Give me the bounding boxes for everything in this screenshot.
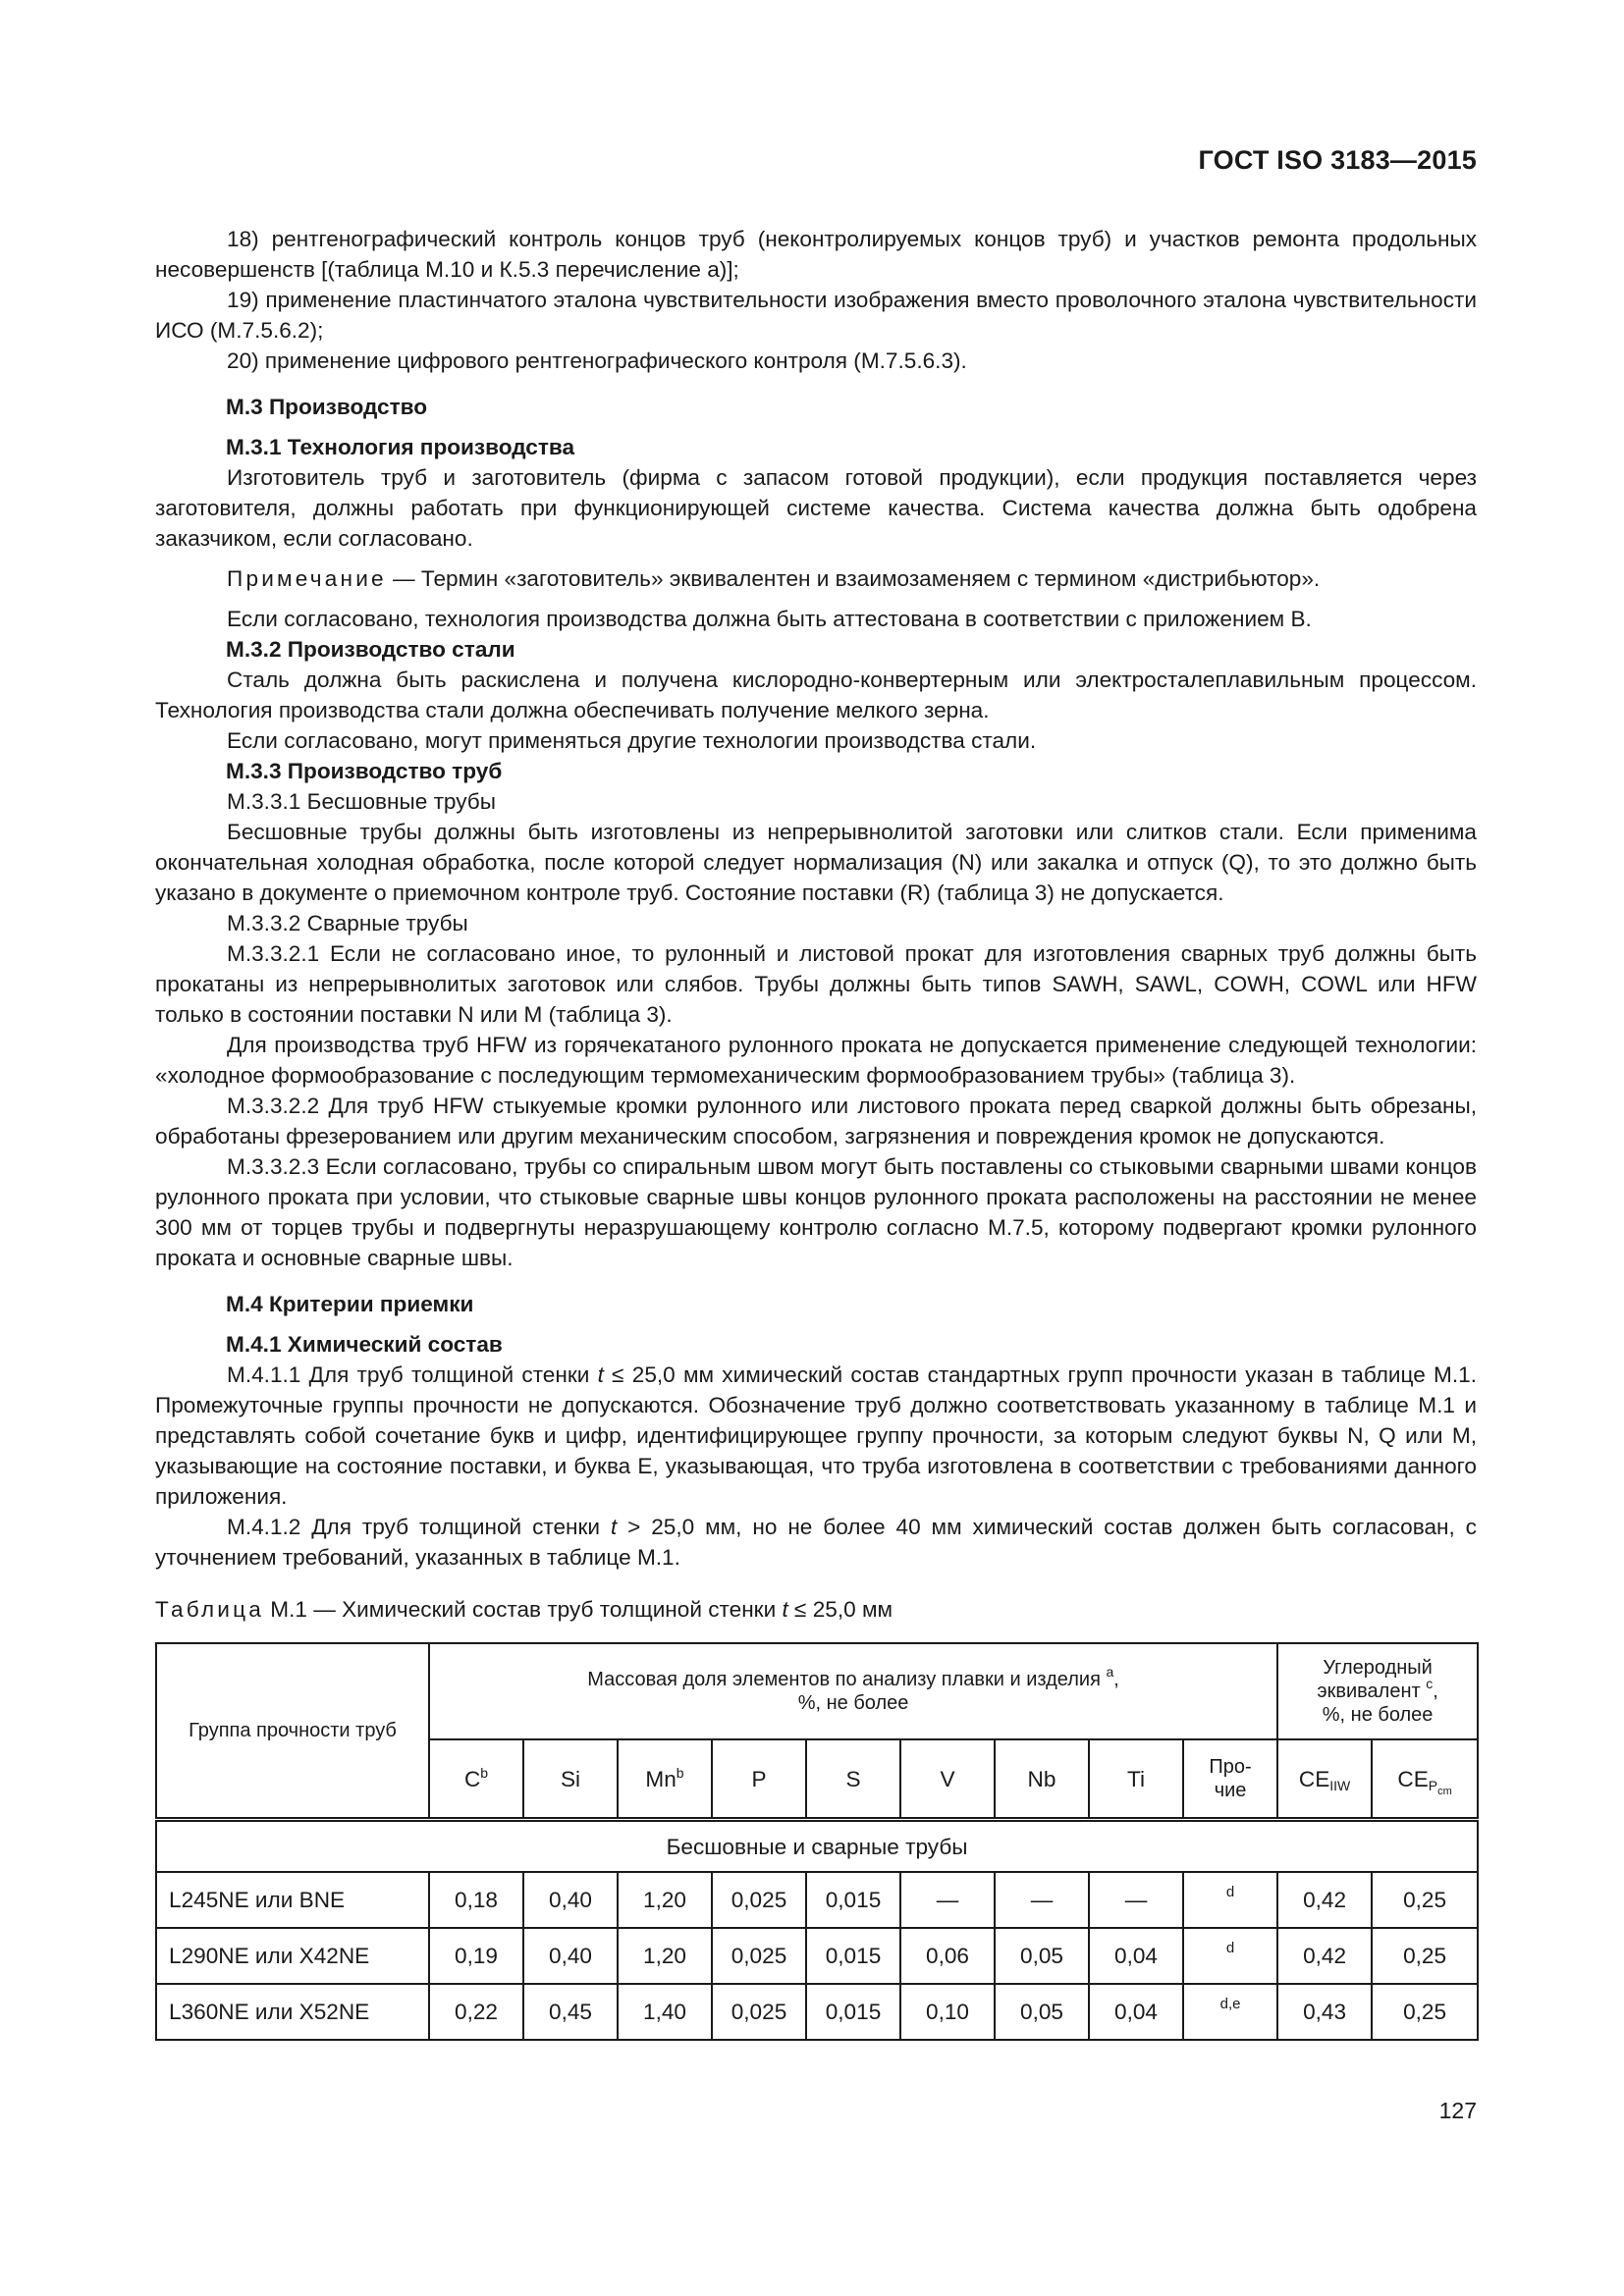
subsection-title: М.3.3.1 Бесшовные трубы [227,789,496,814]
cell-mn: 1,20 [618,1928,712,1984]
section-m33-title: М.3.3 Производство труб [226,759,503,783]
text-run: > 25,0 мм, но не более 40 мм химический состав должен быть согласован, с уточнением требований, указанных в таблице М.1. [155,1515,1477,1570]
paragraph: Если согласовано, могут применяться другие технологии производства стали. [227,728,1037,753]
cell-si: 0,40 [523,1928,618,1984]
cell-mn: 1,40 [618,1984,712,2040]
text-run: М.4.1.2 Для труб толщиной стенки [227,1515,611,1539]
note-text: — Термин «заготовитель» эквивалентен и взаимозаменяем с термином «дистрибьютор». [386,566,1321,591]
paragraph: Сталь должна быть раскислена и получена кислородно-конвертерным или электросталеплавильным процессом. Технология производства стали должна обеспечивать получение мелкого зерна. [155,667,1477,722]
section-m31-title: М.3.1 Технология производства [226,435,575,459]
element-symbol: Mn [645,1766,677,1791]
footnote-ref: a [1106,1664,1114,1680]
list-item: 18) рентгенографический контроль концов труб (неконтролируемых концов труб) и участков ремонта продольных несовершенств [(таблица М.10 и К.5.3 перечисление а)]; [155,227,1477,282]
header-si: Si [523,1739,618,1820]
paragraph: М.3.3.2.3 Если согласовано, трубы со спиральным швом могут быть поставлены со стыковыми сварными швами концов рулонного проката при условии, что стыковые сварные швы концов рулонного проката расположены на расстоянии не менее 300 мм от торцев трубы и подвергнуты неразрушающему контролю согласно М.7.5, которому подвергают кромки рулонного проката и основные сварные швы. [155,1154,1477,1270]
cell-p: 0,025 [712,1928,806,1984]
table-row [156,1984,1478,2040]
table-row [156,1928,1478,1984]
section-m3-title: М.3 Производство [226,395,428,419]
cell-s: 0,015 [806,1928,900,1984]
cell-c: 0,22 [429,1984,523,2040]
subscript: cm [1437,1785,1452,1797]
subsection-title: М.3.3.2 Сварные трубы [227,911,468,935]
header-text: Про- [1209,1756,1252,1778]
cell-ce-iiw: 0,42 [1277,1928,1372,1984]
table-row [156,1872,1478,1928]
paragraph [155,1512,1477,1573]
cell-group: L360NE или X52NE [156,1984,429,2040]
cell-nb: — [995,1872,1089,1928]
header-text: %, не более [797,1692,909,1714]
cell-ce-iiw: 0,42 [1277,1872,1372,1928]
subscript: P [1428,1777,1438,1793]
header-carbon-equivalent: Углеродный эквивалент $^c$, %, не более [1277,1643,1478,1739]
cell-ti: 0,04 [1089,1984,1183,2040]
cell-ti: 0,04 [1089,1928,1183,1984]
note-label: Примечание [227,566,387,591]
header-text: CE [1298,1766,1330,1791]
cell-v: — [900,1872,995,1928]
cell-other: d [1183,1872,1277,1928]
list-item: 19) применение пластинчатого эталона чувствительности изображения вместо проволочного эталона чувствительности ИСО (М.7.5.6.2); [155,288,1477,343]
cell-nb: 0,05 [995,1984,1089,2040]
footnote-ref: b [676,1764,684,1781]
document-code: ГОСТ ISO 3183—2015 [1198,145,1477,175]
header-s: S [806,1739,900,1820]
table-subheader-row [156,1820,1478,1873]
table-header-row [156,1643,1478,1739]
header-text: чие [1214,1780,1247,1801]
cell-ce-pcm: 0,25 [1372,1984,1478,2040]
caption-text-end: ≤ 25,0 мм [787,1597,893,1622]
header-p: P [712,1739,806,1820]
paragraph: Для производства труб HFW из горячекатаного рулонного проката не допускается применение следующей технологии: «холодное формообразование с последующим термомеханическим формообразованием трубы» (таблица 3). [155,1033,1477,1088]
cell-s: 0,015 [806,1872,900,1928]
header-ce-pcm [1372,1739,1478,1820]
page-number: 127 [1438,2098,1477,2123]
subscript: IIW [1329,1777,1351,1793]
note [155,563,1477,594]
header-nb: Nb [995,1739,1089,1820]
page-content [155,224,1477,2041]
header-text: %, не более [1322,1704,1434,1726]
cell-ti: — [1089,1872,1183,1928]
header-other [1183,1739,1277,1820]
cell-ce-pcm: 0,25 [1372,1872,1478,1928]
header-mass-fraction: Массовая доля элементов по анализу плавки и изделия $^a$, %, не более [429,1643,1277,1739]
cell-nb: 0,05 [995,1928,1089,1984]
section-m4-title: М.4 Критерии приемки [226,1292,474,1316]
header-ce-iiw [1277,1739,1372,1820]
paragraph [155,1360,1477,1512]
cell-ce-pcm: 0,25 [1372,1928,1478,1984]
cell-other: d,e [1183,1984,1277,2040]
header-text: Углеродный [1323,1657,1433,1679]
text-run: ≤ 25,0 мм химический состав стандартных групп прочности указан в таблице М.1. Промежуточные группы прочности не допускаются. Обозначение труб должно соответствовать указанному в таблице М.1 и представлять собой сочетание букв и цифр, идентифицирующее группу прочности, за которым следуют буквы N, Q или M, указывающие на состояние поставки, и буква Е, указывающая, что труба изготовлена в соответствии с требованиями данного приложения. [155,1362,1477,1509]
header-text: эквивалент [1317,1681,1421,1702]
paragraph: М.3.3.2.1 Если не согласовано иное, то рулонный и листовой прокат для изготовления сварных труб должны быть прокатаны из непрерывнолитых заготовок или слябов. Трубы должны быть типов SAWH, SAWL, COWH, COWL или HFW только в состоянии поставки N или M (таблица 3). [155,941,1477,1027]
element-symbol: C [463,1766,481,1791]
paragraph: М.3.3.2.2 Для труб HFW стыкуемые кромки рулонного или листового проката перед сваркой должны быть обрезаны, обработаны фрезерованием или другим механическим способом, загрязнения и повреждения кромок не допускаются. [155,1094,1477,1148]
paragraph: Изготовитель труб и заготовитель (фирма с запасом готовой продукции), если продукция поставляется через заготовителя, должны работать при функционирующей системе качества. Система качества должна быть одобрена заказчиком, если согласовано. [155,465,1477,551]
subheader-seamless-welded: Бесшовные и сварные трубы [156,1820,1478,1873]
cell-ce-iiw: 0,43 [1277,1984,1372,2040]
cell-v: 0,06 [900,1928,995,1984]
table-caption [155,1594,1477,1625]
section-m32-title: М.3.2 Производство стали [226,637,515,662]
cell-v: 0,10 [900,1984,995,2040]
footnote-ref: b [480,1764,489,1781]
cell-other: d [1183,1928,1277,1984]
cell-si: 0,45 [523,1984,618,2040]
cell-mn: 1,20 [618,1872,712,1928]
cell-si: 0,40 [523,1872,618,1928]
cell-p: 0,025 [712,1984,806,2040]
paragraph: Бесшовные трубы должны быть изготовлены из непрерывнолитой заготовки или слитков стали. Если применима окончательная холодная обработка, после которой следует нормализация (N) или закалка и отпуск (Q), то это должно быть указано в документе о приемочном контроле труб. Состояние поставки (R) (таблица 3) не допускается. [155,820,1477,905]
header-group: Группа прочности труб [156,1643,429,1820]
italic-symbol: t [782,1597,788,1622]
chemical-composition-table [155,1642,1479,2041]
caption-text: М.1 — Химический состав труб толщиной стенки [264,1597,783,1622]
footnote-ref: c [1426,1676,1434,1691]
header-v: V [900,1739,995,1820]
cell-s: 0,015 [806,1984,900,2040]
cell-c: 0,19 [429,1928,523,1984]
cell-group: L290NE или X42NE [156,1928,429,1984]
paragraph: Если согласовано, технология производства должна быть аттестована в соответствии с приложением В. [227,607,1312,631]
list-item: 20) применение цифрового рентгенографического контроля (М.7.5.6.3). [227,348,967,373]
caption-label: Таблица [155,1597,264,1622]
header-text: Массовая доля элементов по анализу плавки и изделия [587,1669,1101,1690]
header-text: CE [1397,1766,1429,1791]
header-mn [618,1739,712,1820]
header-c [429,1739,523,1820]
italic-symbol: t [597,1362,604,1387]
cell-group: L245NE или BNE [156,1872,429,1928]
text-run: М.4.1.1 Для труб толщиной стенки [227,1362,598,1387]
italic-symbol: t [610,1515,618,1539]
header-ti: Ti [1089,1739,1183,1820]
section-m41-title: М.4.1 Химический состав [226,1332,503,1357]
cell-p: 0,025 [712,1872,806,1928]
cell-c: 0,18 [429,1872,523,1928]
